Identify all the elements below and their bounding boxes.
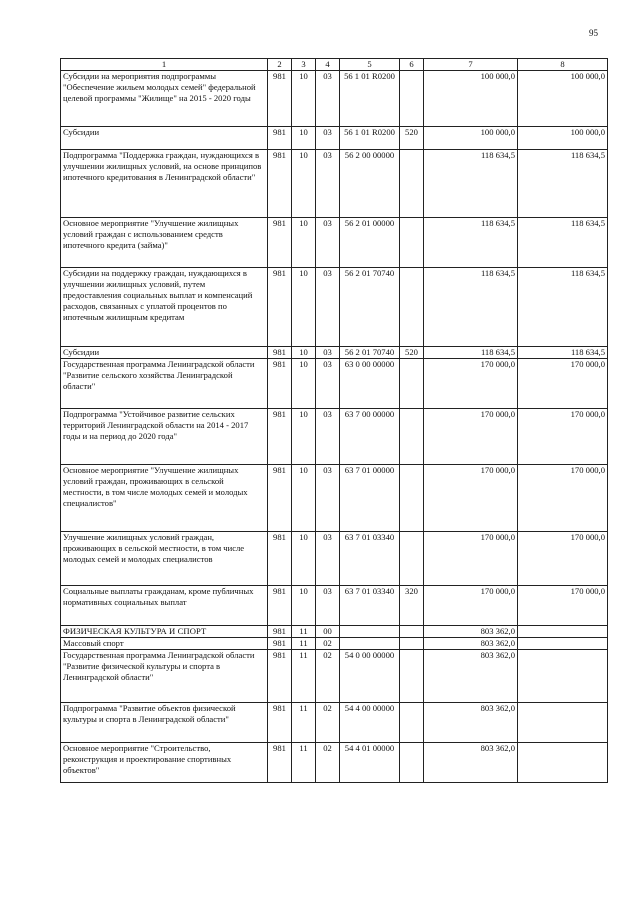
cell-amount-2 (518, 638, 608, 650)
cell-amount-2 (518, 743, 608, 783)
cell-section: 10 (292, 359, 316, 409)
cell-amount-2: 118 634,5 (518, 347, 608, 359)
row-name: Субсидии (61, 347, 268, 359)
cell-code: 981 (268, 150, 292, 218)
row-name: Основное мероприятие "Строительство, реконструкция и проектирование спортивных объектов" (61, 743, 268, 783)
cell-code: 981 (268, 268, 292, 347)
row-name: Субсидии на поддержку граждан, нуждающихся в улучшении жилищных условий, путем предоставления социальных выплат и компенсаций расходов, связанных с уплатой процентов по ипотечным жилищным кредитам (61, 268, 268, 347)
cell-type: 520 (400, 347, 424, 359)
cell-amount-1: 170 000,0 (424, 532, 518, 586)
table-row (61, 586, 608, 626)
cell-amount-1: 170 000,0 (424, 586, 518, 626)
column-header: 5 (340, 59, 400, 71)
cell-amount-2: 170 000,0 (518, 586, 608, 626)
cell-section: 11 (292, 650, 316, 703)
cell-subsection: 03 (316, 150, 340, 218)
cell-amount-1: 803 362,0 (424, 626, 518, 638)
cell-code: 981 (268, 465, 292, 532)
cell-section: 11 (292, 638, 316, 650)
cell-amount-1: 100 000,0 (424, 71, 518, 127)
cell-amount-1: 118 634,5 (424, 268, 518, 347)
cell-subsection: 03 (316, 359, 340, 409)
row-name: Субсидии на мероприятия подпрограммы "Обеспечение жильем молодых семей" федеральной целевой программы "Жилище" на 2015 - 2020 годы (61, 71, 268, 127)
cell-target (340, 626, 400, 638)
cell-target: 54 4 01 00000 (340, 743, 400, 783)
cell-code: 981 (268, 743, 292, 783)
cell-section: 10 (292, 268, 316, 347)
row-name: Государственная программа Ленинградской области "Развитие физической культуры и спорта в Ленинградской области" (61, 650, 268, 703)
cell-type (400, 268, 424, 347)
cell-type (400, 218, 424, 268)
cell-code: 981 (268, 626, 292, 638)
cell-target: 56 2 00 00000 (340, 150, 400, 218)
cell-amount-2: 118 634,5 (518, 268, 608, 347)
budget-table (60, 58, 608, 783)
cell-type (400, 638, 424, 650)
cell-amount-1: 170 000,0 (424, 359, 518, 409)
cell-subsection: 03 (316, 347, 340, 359)
column-header: 2 (268, 59, 292, 71)
cell-section: 10 (292, 218, 316, 268)
cell-section: 10 (292, 71, 316, 127)
cell-target: 63 0 00 00000 (340, 359, 400, 409)
cell-type (400, 650, 424, 703)
cell-code: 981 (268, 218, 292, 268)
row-name: Подпрограмма "Развитие объектов физической культуры и спорта в Ленинградской области" (61, 703, 268, 743)
cell-amount-2: 118 634,5 (518, 150, 608, 218)
table-row (61, 347, 608, 359)
cell-section: 10 (292, 465, 316, 532)
cell-code: 981 (268, 650, 292, 703)
table-header-row (61, 59, 608, 71)
cell-target: 56 2 01 70740 (340, 347, 400, 359)
cell-subsection: 03 (316, 586, 340, 626)
table-row (61, 71, 608, 127)
cell-code: 981 (268, 347, 292, 359)
row-name: ФИЗИЧЕСКАЯ КУЛЬТУРА И СПОРТ (61, 626, 268, 638)
cell-type (400, 359, 424, 409)
row-name: Улучшение жилищных условий граждан, проживающих в сельской местности, в том числе молодых семей и молодых специалистов (61, 532, 268, 586)
cell-amount-1: 803 362,0 (424, 703, 518, 743)
cell-section: 10 (292, 586, 316, 626)
cell-type (400, 409, 424, 465)
column-header: 4 (316, 59, 340, 71)
table-row (61, 127, 608, 150)
cell-target: 54 4 00 00000 (340, 703, 400, 743)
cell-target: 54 0 00 00000 (340, 650, 400, 703)
cell-section: 11 (292, 626, 316, 638)
cell-type: 520 (400, 127, 424, 150)
table-row (61, 626, 608, 638)
cell-code: 981 (268, 71, 292, 127)
cell-type: 320 (400, 586, 424, 626)
cell-amount-2: 170 000,0 (518, 359, 608, 409)
cell-target: 56 1 01 R0200 (340, 71, 400, 127)
cell-code: 981 (268, 127, 292, 150)
table-row (61, 638, 608, 650)
cell-target: 63 7 01 00000 (340, 465, 400, 532)
row-name: Субсидии (61, 127, 268, 150)
cell-subsection: 02 (316, 703, 340, 743)
cell-amount-1: 118 634,5 (424, 347, 518, 359)
cell-type (400, 150, 424, 218)
cell-amount-1: 100 000,0 (424, 127, 518, 150)
cell-subsection: 03 (316, 218, 340, 268)
cell-amount-1: 118 634,5 (424, 218, 518, 268)
table-row (61, 409, 608, 465)
cell-amount-1: 803 362,0 (424, 650, 518, 703)
cell-code: 981 (268, 703, 292, 743)
cell-target: 63 7 01 03340 (340, 532, 400, 586)
column-header: 6 (400, 59, 424, 71)
cell-subsection: 02 (316, 638, 340, 650)
row-name: Основное мероприятие "Улучшение жилищных условий граждан с использованием средств ипотечного кредита (займа)" (61, 218, 268, 268)
cell-subsection: 02 (316, 743, 340, 783)
cell-type (400, 71, 424, 127)
column-header: 8 (518, 59, 608, 71)
cell-target (340, 638, 400, 650)
cell-section: 11 (292, 743, 316, 783)
cell-subsection: 03 (316, 465, 340, 532)
cell-code: 981 (268, 532, 292, 586)
cell-subsection: 00 (316, 626, 340, 638)
cell-amount-2: 170 000,0 (518, 409, 608, 465)
cell-target: 63 7 01 03340 (340, 586, 400, 626)
cell-target: 56 2 01 00000 (340, 218, 400, 268)
table-row (61, 650, 608, 703)
cell-amount-2: 100 000,0 (518, 71, 608, 127)
column-header: 7 (424, 59, 518, 71)
row-name: Массовый спорт (61, 638, 268, 650)
cell-target: 56 1 01 R0200 (340, 127, 400, 150)
cell-amount-2: 170 000,0 (518, 465, 608, 532)
cell-subsection: 03 (316, 409, 340, 465)
row-name: Социальные выплаты гражданам, кроме публичных нормативных социальных выплат (61, 586, 268, 626)
cell-amount-1: 170 000,0 (424, 465, 518, 532)
cell-amount-2: 118 634,5 (518, 218, 608, 268)
cell-section: 11 (292, 703, 316, 743)
cell-target: 56 2 01 70740 (340, 268, 400, 347)
table-row (61, 268, 608, 347)
cell-type (400, 743, 424, 783)
cell-code: 981 (268, 409, 292, 465)
cell-section: 10 (292, 532, 316, 586)
cell-subsection: 03 (316, 71, 340, 127)
cell-section: 10 (292, 347, 316, 359)
cell-amount-1: 803 362,0 (424, 638, 518, 650)
table-row (61, 218, 608, 268)
row-name: Подпрограмма "Поддержка граждан, нуждающихся в улучшении жилищных условий, на основе принципов ипотечного кредитования в Ленинградской области" (61, 150, 268, 218)
column-header: 3 (292, 59, 316, 71)
table-row (61, 743, 608, 783)
column-header: 1 (61, 59, 268, 71)
row-name: Основное мероприятие "Улучшение жилищных условий граждан, проживающих в сельской местности, в том числе молодых семей и молодых специалистов" (61, 465, 268, 532)
cell-subsection: 02 (316, 650, 340, 703)
cell-section: 10 (292, 409, 316, 465)
cell-amount-2 (518, 650, 608, 703)
table-row (61, 465, 608, 532)
cell-type (400, 532, 424, 586)
cell-section: 10 (292, 150, 316, 218)
cell-code: 981 (268, 586, 292, 626)
cell-target: 63 7 00 00000 (340, 409, 400, 465)
cell-amount-2: 170 000,0 (518, 532, 608, 586)
cell-amount-1: 803 362,0 (424, 743, 518, 783)
table-row (61, 532, 608, 586)
row-name: Подпрограмма "Устойчивое развитие сельских территорий Ленинградской области на 2014 - 2017 годы и на период до 2020 года" (61, 409, 268, 465)
cell-type (400, 626, 424, 638)
table-row (61, 359, 608, 409)
cell-section: 10 (292, 127, 316, 150)
cell-type (400, 703, 424, 743)
cell-amount-2 (518, 626, 608, 638)
table-row (61, 150, 608, 218)
cell-type (400, 465, 424, 532)
cell-subsection: 03 (316, 532, 340, 586)
cell-subsection: 03 (316, 268, 340, 347)
cell-amount-2 (518, 703, 608, 743)
cell-code: 981 (268, 359, 292, 409)
cell-amount-2: 100 000,0 (518, 127, 608, 150)
page-number: 95 (589, 28, 598, 38)
cell-amount-1: 170 000,0 (424, 409, 518, 465)
row-name: Государственная программа Ленинградской области "Развитие сельского хозяйства Ленинградской области" (61, 359, 268, 409)
table-row (61, 703, 608, 743)
cell-subsection: 03 (316, 127, 340, 150)
cell-amount-1: 118 634,5 (424, 150, 518, 218)
cell-code: 981 (268, 638, 292, 650)
